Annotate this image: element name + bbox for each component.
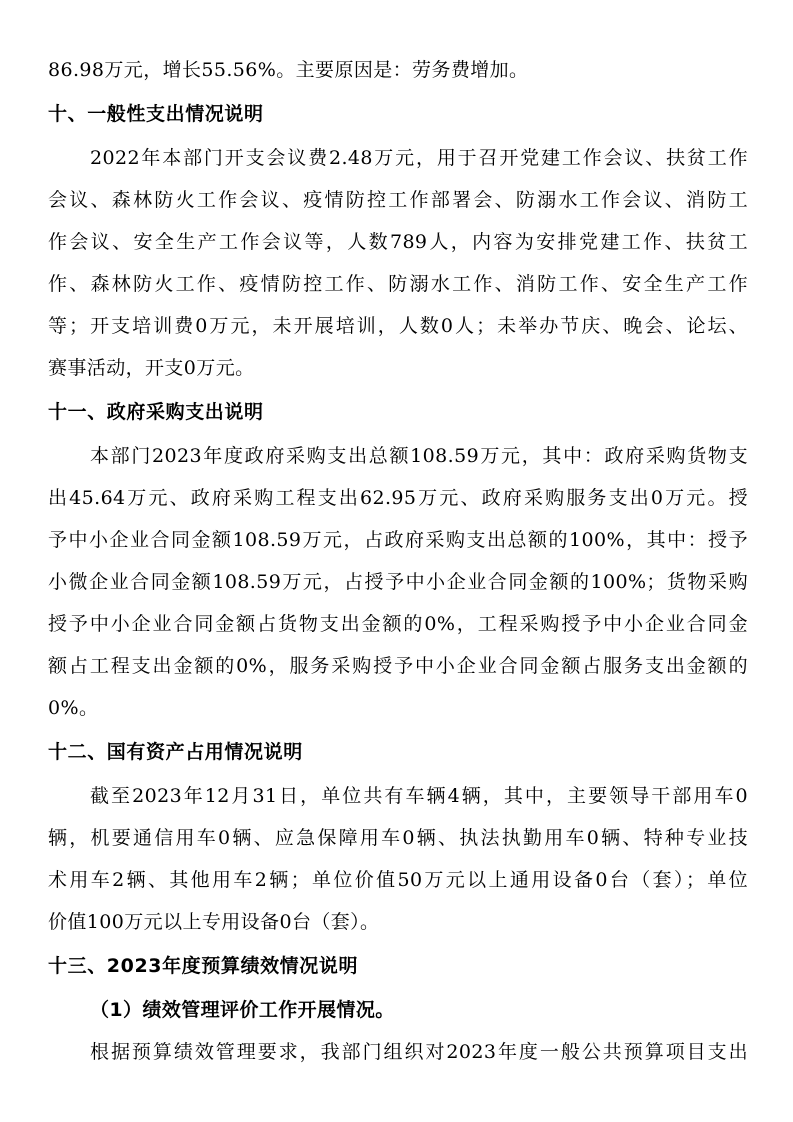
section-heading-12: 十二、国有资产占用情况说明 bbox=[48, 741, 303, 763]
paragraph-line: 86.98万元，增长55.56%。主要原因是：劳务费增加。 bbox=[48, 59, 529, 81]
subsection-heading: （1）绩效管理评价工作开展情况。 bbox=[90, 999, 395, 1021]
section-heading-10: 十、一般性支出情况说明 bbox=[48, 103, 264, 125]
paragraph-line: 术用车2辆、其他用车2辆；单位价值50万元以上通用设备0台（套）；单位 bbox=[48, 869, 748, 891]
paragraph-line: 等；开支培训费0万元，未开展培训，人数0人；未举办节庆、晚会、论坛、 bbox=[48, 315, 748, 337]
paragraph-line: 根据预算绩效管理要求，我部门组织对2023年度一般公共预算项目支出 bbox=[90, 1041, 748, 1063]
paragraph-line: 辆，机要通信用车0辆、应急保障用车0辆、执法执勤用车0辆、特种专业技 bbox=[48, 827, 748, 849]
paragraph-line: 授予中小企业合同金额占货物支出金额的0%，工程采购授予中小企业合同金 bbox=[48, 613, 748, 635]
section-heading-11: 十一、政府采购支出说明 bbox=[48, 401, 264, 423]
paragraph-line: 赛事活动，开支0万元。 bbox=[48, 357, 255, 379]
section-heading-13: 十三、2023年度预算绩效情况说明 bbox=[48, 955, 359, 977]
paragraph-line: 小微企业合同金额108.59万元，占授予中小企业合同金额的100%；货物采购 bbox=[48, 571, 748, 593]
paragraph-line: 2022年本部门开支会议费2.48万元，用于召开党建工作会议、扶贫工作 bbox=[90, 147, 748, 169]
paragraph-line: 价值100万元以上专用设备0台（套）。 bbox=[48, 911, 380, 933]
paragraph-line: 会议、森林防火工作会议、疫情防控工作部署会、防溺水工作会议、消防工 bbox=[48, 189, 748, 211]
paragraph-line: 截至2023年12月31日，单位共有车辆4辆，其中，主要领导干部用车0 bbox=[90, 785, 748, 807]
paragraph-line: 予中小企业合同金额108.59万元，占政府采购支出总额的100%，其中：授予 bbox=[48, 529, 748, 551]
paragraph-line: 0%。 bbox=[48, 697, 99, 719]
paragraph-line: 作会议、安全生产工作会议等，人数789人，内容为安排党建工作、扶贫工 bbox=[48, 231, 748, 253]
paragraph-line: 作、森林防火工作、疫情防控工作、防溺水工作、消防工作、安全生产工作 bbox=[48, 273, 748, 295]
paragraph-line: 出45.64万元、政府采购工程支出62.95万元、政府采购服务支出0万元。授 bbox=[48, 487, 748, 509]
paragraph-line: 额占工程支出金额的0%，服务采购授予中小企业合同金额占服务支出金额的 bbox=[48, 655, 748, 677]
paragraph-line: 本部门2023年度政府采购支出总额108.59万元，其中：政府采购货物支 bbox=[90, 445, 748, 467]
